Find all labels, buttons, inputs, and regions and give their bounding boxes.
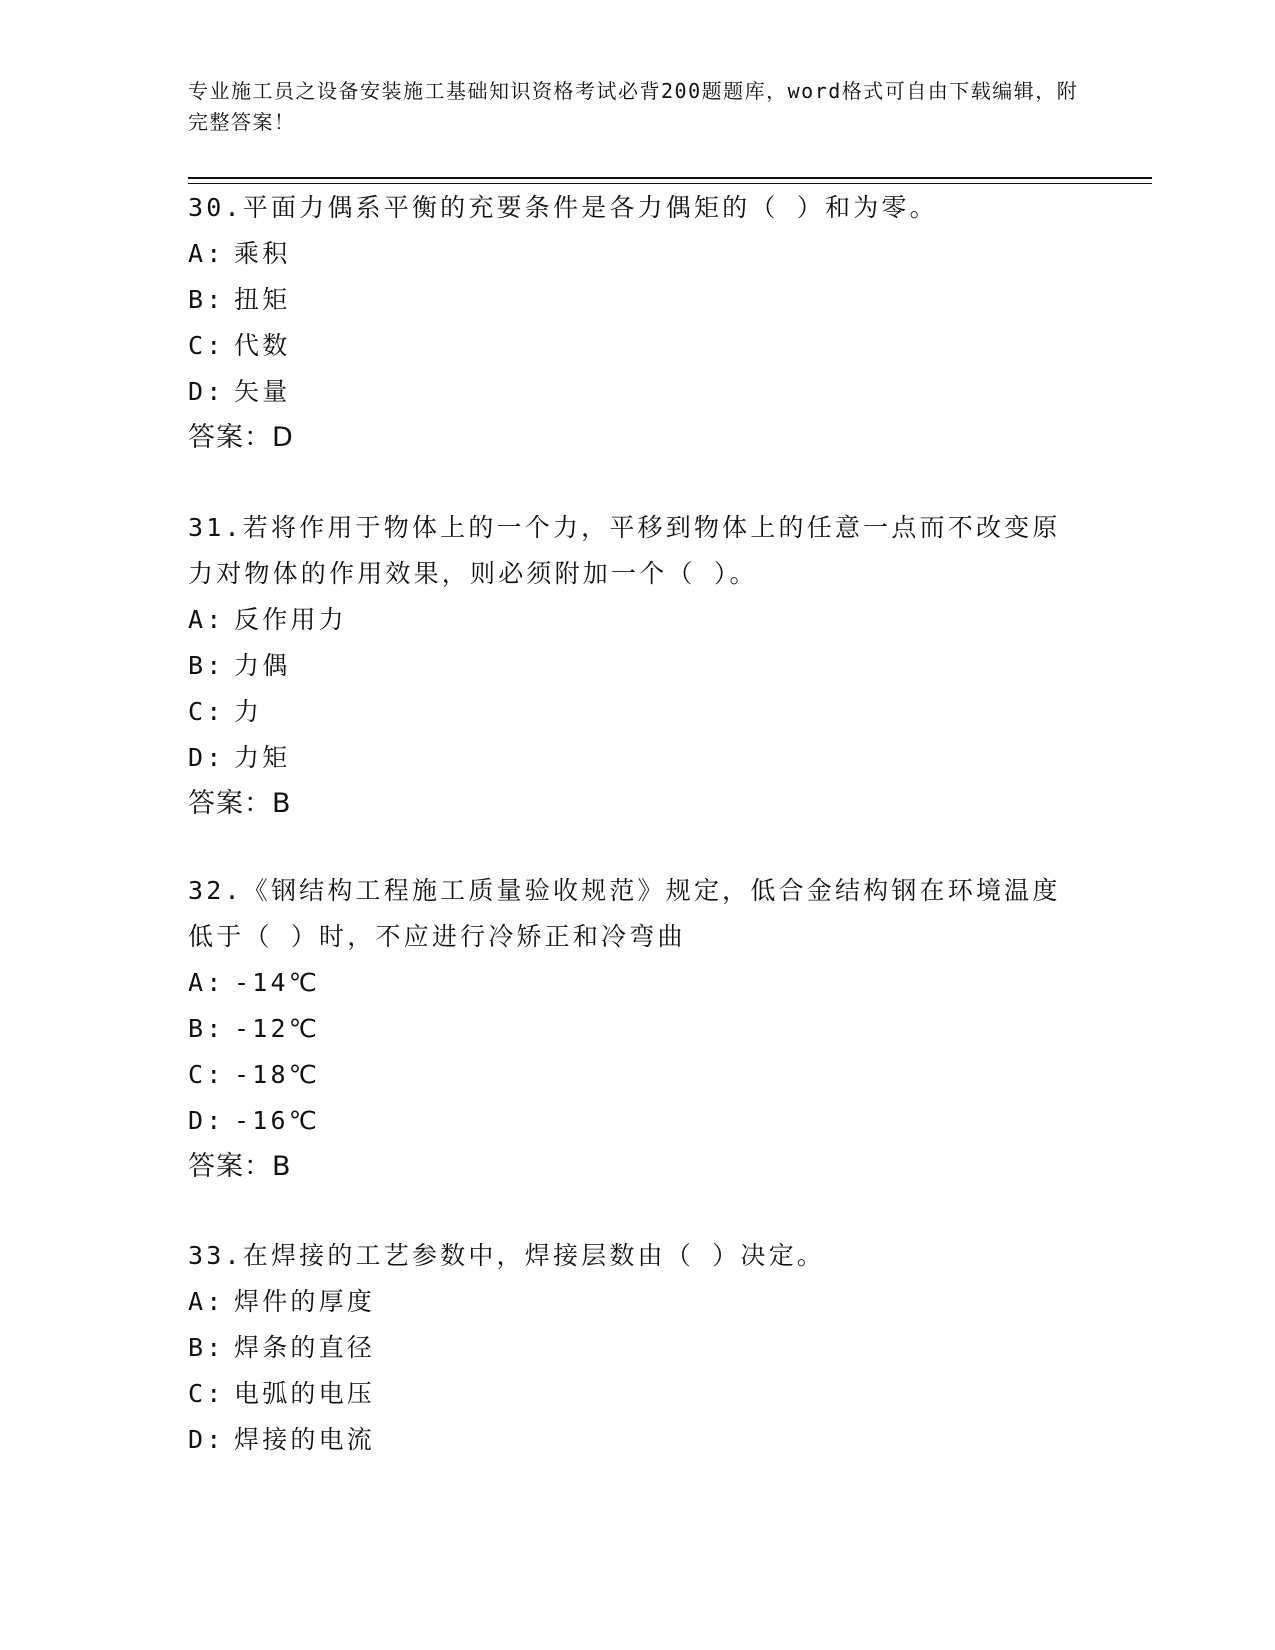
option-c bbox=[188, 1052, 1088, 1098]
question-32 bbox=[188, 868, 1088, 1190]
option-letter: C: bbox=[188, 1379, 225, 1408]
option-text: 焊接的电流 bbox=[234, 1425, 376, 1454]
option-text: 反作用力 bbox=[234, 605, 347, 634]
option-letter: B: bbox=[188, 1014, 225, 1043]
header-divider-thick bbox=[188, 177, 1152, 179]
option-a bbox=[188, 597, 1088, 643]
option-letter: A: bbox=[188, 968, 225, 997]
option-a bbox=[188, 960, 1088, 1006]
option-c bbox=[188, 689, 1088, 735]
option-letter: A: bbox=[188, 239, 225, 268]
answer-line: 答案：B bbox=[188, 1151, 292, 1182]
option-letter: B: bbox=[188, 651, 225, 680]
option-c bbox=[188, 323, 1088, 369]
question-31 bbox=[188, 505, 1088, 827]
option-text: 焊件的厚度 bbox=[234, 1287, 376, 1316]
option-d bbox=[188, 1417, 1088, 1463]
option-a bbox=[188, 231, 1088, 277]
option-letter: A: bbox=[188, 605, 225, 634]
answer-line: 答案：B bbox=[188, 788, 292, 819]
option-text: -14℃ bbox=[234, 968, 321, 997]
answer-line: 答案：D bbox=[188, 422, 294, 453]
option-b bbox=[188, 1325, 1088, 1371]
option-letter: C: bbox=[188, 331, 225, 360]
option-d bbox=[188, 735, 1088, 781]
option-letter: A: bbox=[188, 1287, 225, 1316]
option-text: -18℃ bbox=[234, 1060, 321, 1089]
option-text: 焊条的直径 bbox=[234, 1333, 376, 1362]
option-b bbox=[188, 277, 1088, 323]
option-text: -12℃ bbox=[234, 1014, 321, 1043]
option-letter: B: bbox=[188, 1333, 225, 1362]
option-text: 代数 bbox=[234, 331, 291, 360]
question-stem: 32.《钢结构工程施工质量验收规范》规定，低合金结构钢在环境温度低于（ ）时，不应进行冷矫正和冷弯曲 bbox=[188, 876, 1061, 951]
option-letter: C: bbox=[188, 1060, 225, 1089]
document-header: 专业施工员之设备安装施工基础知识资格考试必背200题题库，word格式可自由下载编辑，附完整答案！ bbox=[188, 79, 1079, 134]
option-letter: B: bbox=[188, 285, 225, 314]
option-d bbox=[188, 369, 1088, 415]
option-text: 矢量 bbox=[234, 377, 291, 406]
option-text: -16℃ bbox=[234, 1106, 321, 1135]
question-30 bbox=[188, 185, 1088, 461]
option-c bbox=[188, 1371, 1088, 1417]
question-stem: 30.平面力偶系平衡的充要条件是各力偶矩的（ ）和为零。 bbox=[188, 193, 938, 222]
option-text: 力 bbox=[234, 697, 263, 726]
option-a bbox=[188, 1279, 1088, 1325]
question-stem: 31.若将作用于物体上的一个力，平移到物体上的任意一点而不改变原力对物体的作用效果，则必须附加一个（ ）。 bbox=[188, 513, 1061, 588]
option-b bbox=[188, 1006, 1088, 1052]
option-letter: D: bbox=[188, 1106, 225, 1135]
option-letter: D: bbox=[188, 743, 225, 772]
option-letter: D: bbox=[188, 377, 225, 406]
option-text: 乘积 bbox=[234, 239, 291, 268]
option-letter: D: bbox=[188, 1425, 225, 1454]
header-divider-thin bbox=[188, 183, 1152, 184]
option-b bbox=[188, 643, 1088, 689]
option-d bbox=[188, 1098, 1088, 1144]
question-stem: 33.在焊接的工艺参数中，焊接层数由（ ）决定。 bbox=[188, 1241, 826, 1270]
option-letter: C: bbox=[188, 697, 225, 726]
option-text: 力偶 bbox=[234, 651, 291, 680]
option-text: 电弧的电压 bbox=[234, 1379, 376, 1408]
option-text: 扭矩 bbox=[234, 285, 291, 314]
option-text: 力矩 bbox=[234, 743, 291, 772]
question-33 bbox=[188, 1233, 1088, 1463]
